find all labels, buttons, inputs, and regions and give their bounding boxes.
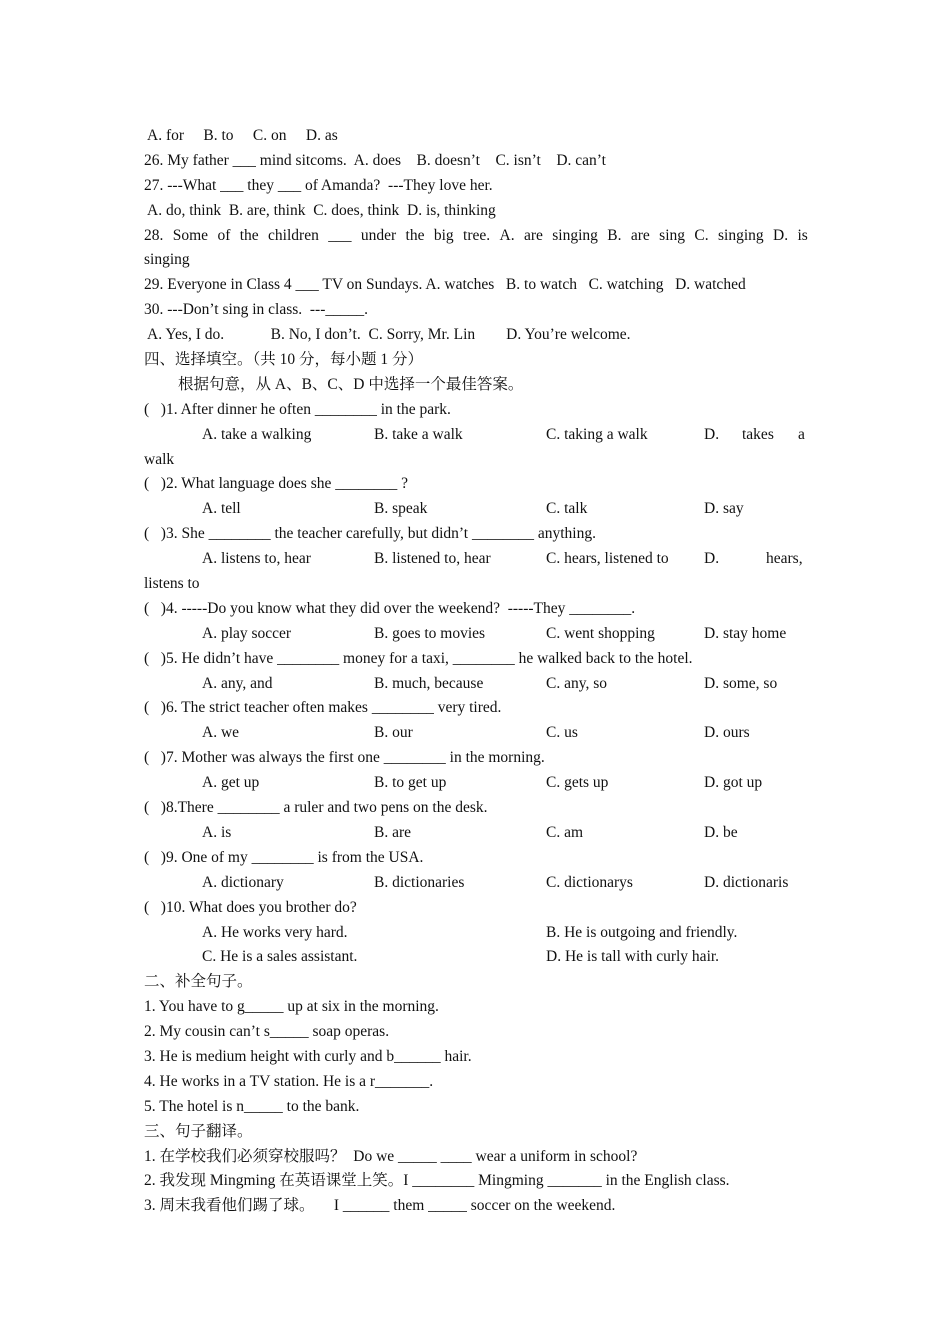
q26: 26. My father ___ mind sitcoms. A. does B. doesn’t C. isn’t D. can’t xyxy=(144,151,606,169)
option-b: B. listened to, hear xyxy=(374,550,491,568)
option-d: D. dictionaris xyxy=(704,873,789,891)
s4-q4-stem: ( )4. -----Do you know what they did over the weekend? -----They ________. xyxy=(144,599,636,617)
s4-q3-stem: ( )3. She ________ the teacher carefully, but didn’t ________ anything. xyxy=(144,525,596,543)
option-a: A. is xyxy=(202,823,232,841)
section3-title: 三、句子翻译。 xyxy=(144,1122,253,1140)
option-c: C. gets up xyxy=(546,774,609,792)
option-d: D. some, so xyxy=(704,674,778,692)
s4-q7-options xyxy=(144,771,808,796)
s4-q6-stem: ( )6. The strict teacher often makes ________ very tired. xyxy=(144,699,502,717)
option-b: B. to get up xyxy=(374,774,447,792)
option-b: B. speak xyxy=(374,500,428,518)
option-c: C. am xyxy=(546,823,584,841)
option-d: D. He is tall with curly hair. xyxy=(546,948,720,966)
s4-q10-options-ab xyxy=(144,921,808,946)
option-a: A. tell xyxy=(202,500,241,518)
option-d: D. be xyxy=(704,823,738,841)
s4-q9-stem: ( )9. One of my ________ is from the USA. xyxy=(144,848,424,866)
option-b: B. are xyxy=(374,823,412,841)
s4-q3-options xyxy=(144,547,808,572)
s4-q1-continuation: walk xyxy=(144,450,175,468)
s4-q5-options xyxy=(144,672,808,697)
option-c: C. taking a walk xyxy=(546,425,648,443)
s4-q8-stem: ( )8.There ________ a ruler and two pens on the desk. xyxy=(144,799,488,817)
s4-q1-stem: ( )1. After dinner he often ________ in the park. xyxy=(144,400,451,418)
s2-item-2: 2. My cousin can’t s_____ soap operas. xyxy=(144,1023,390,1041)
option-d-word: hears, xyxy=(766,550,803,568)
option-b: B. our xyxy=(374,724,413,742)
option-c: C. any, so xyxy=(546,674,607,692)
option-d: D. got up xyxy=(704,774,763,792)
s4-q3-continuation: listens to xyxy=(144,575,200,593)
option-b: B. take a walk xyxy=(374,425,463,443)
s2-item-5: 5. The hotel is n_____ to the bank. xyxy=(144,1097,360,1115)
option-c: C. talk xyxy=(546,500,588,518)
s4-q6-options xyxy=(144,721,808,746)
s2-item-4: 4. He works in a TV station. He is a r_______. xyxy=(144,1072,434,1090)
s3-item-1: 1. 在学校我们必须穿校服吗？ Do we _____ ____ wear a uniform in school? xyxy=(144,1147,638,1165)
q27: 27. ---What ___ they ___ of Amanda? ---They love her. xyxy=(144,176,493,194)
s4-q10-options-cd xyxy=(144,945,808,970)
s3-item-3: 3. 周末我看他们踢了球。 I ______ them _____ soccer on the weekend. xyxy=(144,1197,616,1215)
s4-q10-stem: ( )10. What does you brother do? xyxy=(144,898,357,916)
s2-item-1: 1. You have to g_____ up at six in the morning. xyxy=(144,998,439,1016)
q30: 30. ---Don’t sing in class. ---_____. xyxy=(144,301,369,319)
s4-q4-options xyxy=(144,622,808,647)
option-d: D. stay home xyxy=(704,624,787,642)
q29: 29. Everyone in Class 4 ___ TV on Sundays. A. watches B. to watch C. watching D. watched xyxy=(144,276,746,294)
s4-q5-stem: ( )5. He didn’t have ________ money for a taxi, ________ he walked back to the hotel. xyxy=(144,649,693,667)
s4-q8-options xyxy=(144,821,808,846)
option-d: D. ours xyxy=(704,724,750,742)
option-b: B. much, because xyxy=(374,674,484,692)
exam-page xyxy=(144,124,808,1219)
option-b: B. dictionaries xyxy=(374,873,465,891)
option-c: C. dictionarys xyxy=(546,873,633,891)
s4-q1-options xyxy=(144,423,808,448)
option-c: C. us xyxy=(546,724,578,742)
option-c: C. hears, listened to xyxy=(546,550,669,568)
option-b: B. goes to movies xyxy=(374,624,486,642)
q30-options: A. Yes, I do. B. No, I don’t. C. Sorry, Mr. Lin D. You’re welcome. xyxy=(144,326,631,344)
s4-q7-stem: ( )7. Mother was always the first one ________ in the morning. xyxy=(144,749,545,767)
option-a: A. dictionary xyxy=(202,873,284,891)
option-c: C. He is a sales assistant. xyxy=(202,948,358,966)
q25-options: A. for B. to C. on D. as xyxy=(144,127,338,144)
section2-title: 二、补全句子。 xyxy=(144,973,253,991)
option-a: A. we xyxy=(202,724,240,742)
option-d: D. say xyxy=(704,500,744,518)
option-a: A. He works very hard. xyxy=(202,923,348,941)
s3-item-2: 2. 我发现 Mingming 在英语课堂上笑。I ________ Mingming _______ in the English class. xyxy=(144,1172,730,1190)
q27-options: A. do, think B. are, think C. does, think D. is, thinking xyxy=(144,201,496,219)
option-b: B. He is outgoing and friendly. xyxy=(546,923,738,941)
option-d-label: D. xyxy=(704,550,720,568)
option-a: A. listens to, hear xyxy=(202,550,311,568)
option-d-word: a xyxy=(798,425,805,443)
option-a: A. any, and xyxy=(202,674,273,692)
option-a: A. play soccer xyxy=(202,624,292,642)
q28-continuation: singing xyxy=(144,251,190,269)
s2-item-3: 3. He is medium height with curly and b______ hair. xyxy=(144,1047,472,1065)
option-c: C. went shopping xyxy=(546,624,655,642)
s4-q2-options xyxy=(144,497,808,522)
option-a: A. get up xyxy=(202,774,260,792)
section4-instruction: 根据句意，从 A、B、C、D 中选择一个最佳答案。 xyxy=(178,375,524,393)
q28: 28. Some of the children ___ under the big tree. A. are singing B. are sing C. singing D. is xyxy=(144,226,808,244)
s4-q9-options xyxy=(144,871,808,896)
s4-q2-stem: ( )2. What language does she ________ ? xyxy=(144,475,409,493)
section4-title: 四、选择填空。（共 10 分，每小题 1 分） xyxy=(144,351,424,369)
option-d-label: D. xyxy=(704,425,720,443)
option-d-word: takes xyxy=(742,425,774,443)
option-a: A. take a walking xyxy=(202,425,312,443)
